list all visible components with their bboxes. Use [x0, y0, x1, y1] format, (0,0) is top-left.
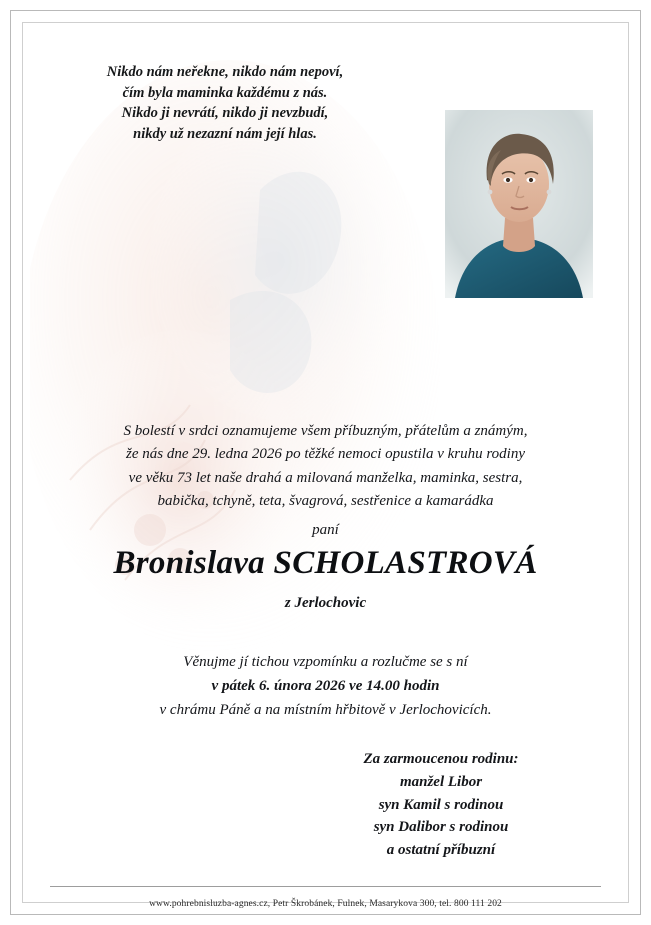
announcement-line-4: babička, tchyně, teta, švagrová, sestřenice a kamarádka [157, 492, 494, 509]
announcement-line-3: ve věku 73 let naše drahá a milovaná manželka, maminka, sestra, [128, 469, 523, 486]
card-content [30, 30, 621, 895]
farewell-line-1: Věnujme jí tichou vzpomínku a rozlučme se s ní [183, 654, 468, 670]
family-member-4: a ostatní příbuzní [386, 842, 496, 859]
poem-line-3: Nikdo ji nevrátí, nikdo ji nevzbudí, [121, 105, 329, 122]
poem-line-4: nikdy už nezazní nám její hlas. [133, 125, 317, 142]
footer-divider [50, 886, 601, 887]
family-member-2: syn Kamil s rodinou [378, 796, 504, 813]
funeral-service-footer: www.pohrebnisluzba-agnes.cz, Petr Škrobánek, Fulnek, Masarykova 300, tel. 800 111 202 [149, 899, 502, 909]
family-heading: Za zarmoucenou rodinu: [363, 751, 519, 767]
mourning-family-block [291, 748, 591, 862]
family-member-1: manžel Libor [399, 773, 483, 790]
poem-line-1: Nikdo nám neřekne, nikdo nám nepoví, [106, 64, 344, 80]
announcement-text [30, 420, 621, 513]
honorific-label: paní [312, 522, 339, 538]
deceased-name: Bronislava SCHOLASTROVÁ [113, 545, 538, 581]
portrait-photo [445, 110, 593, 298]
funeral-datetime: v pátek 6. února 2026 ve 14.00 hodin [211, 678, 440, 694]
family-member-3: syn Dalibor s rodinou [373, 819, 509, 836]
poem-line-2: čím byla maminka každému z nás. [122, 84, 328, 101]
funeral-details [30, 650, 621, 722]
announcement-line-1: S bolestí v srdci oznamujeme všem příbuzným, přátelům a známým, [123, 423, 528, 439]
funeral-place: v chrámu Páně a na místním hřbitově v Jerlochovicích. [159, 702, 492, 718]
deceased-origin: z Jerlochovic [284, 595, 367, 611]
memorial-poem [60, 62, 390, 144]
announcement-line-2: že nás dne 29. ledna 2026 po těžké nemoci opustila v kruhu rodiny [126, 446, 525, 463]
